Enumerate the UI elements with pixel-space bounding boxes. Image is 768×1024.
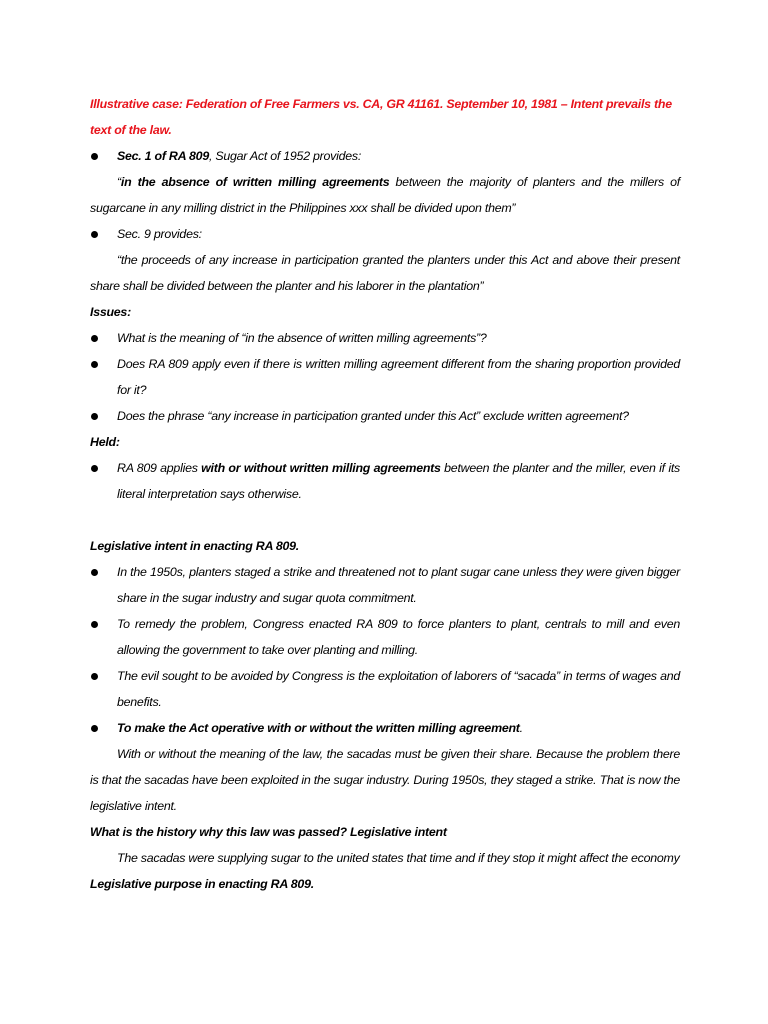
bullet-icon bbox=[91, 673, 98, 680]
held-post: between the planter and the miller, even if its literal interpretation says otherwise. bbox=[117, 461, 680, 501]
history-paragraph: The sacadas were supplying sugar to the united states that time and if they stop it might affect the economy bbox=[117, 851, 680, 865]
intent-item bbox=[90, 611, 680, 663]
issue-text: Does the phrase “any increase in participation granted under this Act” exclude written agreement? bbox=[117, 409, 629, 423]
intent-text: The evil sought to be avoided by Congress is the exploitation of laborers of “sacada” in terms of wages and benefits. bbox=[117, 669, 680, 709]
bullet-icon bbox=[91, 361, 98, 368]
sec9-quote: “the proceeds of any increase in participation granted the planters under this Act and above their present share shall be divided between the planter and his laborer in the plantation” bbox=[90, 253, 680, 293]
sec1-quote-bold: in the absence of written milling agreements bbox=[120, 175, 390, 189]
sec1-rest: , Sugar Act of 1952 provides: bbox=[208, 149, 362, 163]
bullet-icon bbox=[91, 725, 98, 732]
issue-text: Does RA 809 apply even if there is written milling agreement different from the sharing proportion provided for it? bbox=[117, 357, 680, 397]
case-title-line-2: text of the law. bbox=[90, 123, 172, 137]
sec1-ref: Sec. 1 of RA 809 bbox=[117, 149, 209, 163]
held-bold: with or without written milling agreements bbox=[201, 461, 441, 475]
intent-item bbox=[90, 663, 680, 715]
issue-item bbox=[90, 403, 680, 429]
bullet-icon bbox=[91, 335, 98, 342]
sec1-quote bbox=[90, 169, 680, 221]
intent-item bbox=[90, 559, 680, 611]
bullet-icon bbox=[91, 413, 98, 420]
sec9-label: Sec. 9 provides: bbox=[117, 227, 202, 241]
history-heading: What is the history why this law was passed? Legislative intent bbox=[90, 825, 447, 839]
intent-heading: Legislative intent in enacting RA 809. bbox=[90, 539, 299, 553]
sec1-bullet bbox=[90, 143, 680, 169]
sacadas-paragraph: With or without the meaning of the law, the sacadas must be given their share. Because the problem there is that the sacadas have been exploited in the sugar industry. During 1950s, they staged a strike. That is now the legislative intent. bbox=[90, 747, 680, 813]
held-item bbox=[90, 455, 680, 507]
sec9-bullet bbox=[90, 221, 680, 247]
sec1-quote-rest: between the majority of planters and the millers of sugarcane in any milling district in the Philippines xxx shall be divided upon them” bbox=[90, 175, 680, 215]
issues-heading: Issues: bbox=[90, 305, 131, 319]
bullet-icon bbox=[91, 231, 98, 238]
bullet-icon bbox=[91, 153, 98, 160]
bullet-icon bbox=[91, 465, 98, 472]
sec1-quote-open: “ bbox=[117, 175, 121, 189]
held-heading: Held: bbox=[90, 435, 120, 449]
intent-text: To remedy the problem, Congress enacted RA 809 to force planters to plant, centrals to mill and even allowing the government to take over planting and milling. bbox=[117, 617, 680, 657]
purpose-heading: Legislative purpose in enacting RA 809. bbox=[90, 877, 314, 891]
issue-item bbox=[90, 325, 680, 351]
intent-item bbox=[90, 715, 680, 741]
bullet-icon bbox=[91, 621, 98, 628]
operative-bold: To make the Act operative with or without the written milling agreement bbox=[117, 721, 520, 735]
operative-post: . bbox=[519, 721, 523, 735]
issue-text: What is the meaning of “in the absence of written milling agreements”? bbox=[117, 331, 487, 345]
bullet-icon bbox=[91, 569, 98, 576]
held-pre: RA 809 applies bbox=[117, 461, 202, 475]
spacer bbox=[90, 507, 680, 533]
issue-item bbox=[90, 351, 680, 403]
intent-text: In the 1950s, planters staged a strike and threatened not to plant sugar cane unless they were given bigger share in the sugar industry and sugar quota commitment. bbox=[117, 565, 680, 605]
case-title-line-1: Illustrative case: Federation of Free Farmers vs. CA, GR 41161. September 10, 1981 – Intent prevails the bbox=[90, 97, 672, 111]
